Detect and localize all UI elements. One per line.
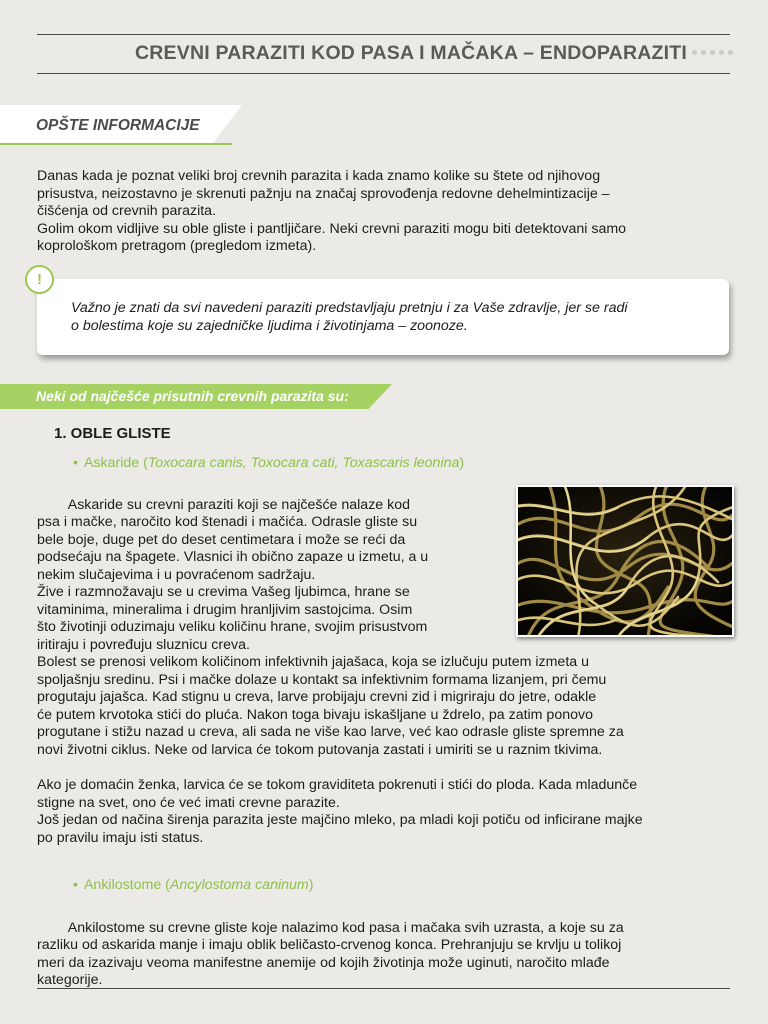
exclamation-icon: !: [25, 265, 54, 294]
section-heading-roundworms: 1. OBLE GLISTE: [54, 425, 171, 442]
band-label: Neki od najčešće prisutnih crevnih parazita su:: [36, 388, 349, 404]
subheading-ascarids: • Askaride (Toxocara canis, Toxocara cati, Toxascaris leonina): [73, 455, 465, 471]
header-rule-bottom: [37, 73, 730, 74]
ascarids-paragraph-2: Žive i razmnožavaju se u crevima Vašeg ljubimca, hrane se vitaminima, mineralima i drugim hranljivim sastojcima. Osim što životinji oduzimaju veliku količinu hrane, svojim prisustvom iritiraju i povređuju sluznicu creva. Bolest se prenosi velikom količinom infektivnih jajašaca, koja se izlučuju putem izmeta u spoljašnju sredinu. Psi i mačke dolaze u kontakt sa infektivnim formama lizanjem, pri čemu progutaju jajašca. Kad stignu u creva, larve probijaju crevni zid i migriraju do jetre, odakle će putem krvotoka stići do pluća. Nakon toga bivaju iskašljane u ždrelo, pa zatim ponovo progutane i stižu nazad u creva, ali sada ne više kao larve, već kao odrasle gliste spremne za novi životni ciklus. Neke od larvica će tokom putovanja zastati i umiriti se u raznim tkivima.: [37, 584, 624, 758]
hookworms-paragraph: Ankilostome su crevne gliste koje nalazimo kod pasa i mačaka svih uzrasta, a koje su za razliku od askarida manje i imaju oblik beličasto-crvenog konca. Prehranjuju se krvlju u tolikoj meri da izazivaju veoma manifestne anemije od kojih životinja može uginuti, naročito mlađe kategorije.: [37, 919, 624, 988]
parasites-band: [0, 384, 392, 409]
subheading-hookworms: • Ankilostome (Ancylostoma caninum): [73, 877, 314, 893]
callout-text: Važno je znati da svi navedeni paraziti predstavljaju pretnju i za Vaše zdravlje, jer se radi o bolestima koje su zajedničke ljudima i životinjama – zoonoze.: [71, 300, 628, 334]
ascarids-paragraph-1: Askaride su crevni paraziti koji se najčešće nalaze kod psa i mačke, naročito kod štenadi i mačića. Odrasle gliste su bele boje, duge pet do deset centimetara i može se reći da podsećaju na špagete. Vlasnici ih obično zapaze u izmetu, a u nekim slučajevima i u povraćenom sadržaju.: [37, 496, 429, 583]
warning-callout: [37, 279, 729, 355]
section-title: OPŠTE INFORMACIJE: [36, 117, 200, 134]
ascarids-paragraph-3: Ako je domaćin ženka, larvica će se tokom graviditeta pokrenuti i stići do ploda. Kada mladunče stigne na svet, ono će već imati crevne parazite. Još jedan od načina širenja parazita jeste majčino mleko, pa mladi koji potiču od inficirane majke po pravilu imaju isti status.: [37, 777, 643, 846]
decorative-dots: [692, 50, 733, 55]
section-tab-general: [0, 105, 242, 143]
footer-rule: [37, 988, 730, 989]
intro-paragraph: Danas kada je poznat veliki broj crevnih parazita i kada znamo kolike su štete od njihovog prisustva, neizostavno je skrenuti pažnju na značaj sprovođenja redovne dehelmintizacije – čišćenja od crevnih parazita. Golim okom vidljive su oble gliste i pantljičare. Neki crevni paraziti mogu biti detektovani samo koprološkom pretragom (pregledom izmeta).: [37, 168, 627, 254]
header-rule-top: [37, 34, 730, 35]
page-title: CREVNI PARAZITI KOD PASA I MAČAKA – ENDOPARAZITI: [134, 42, 687, 64]
